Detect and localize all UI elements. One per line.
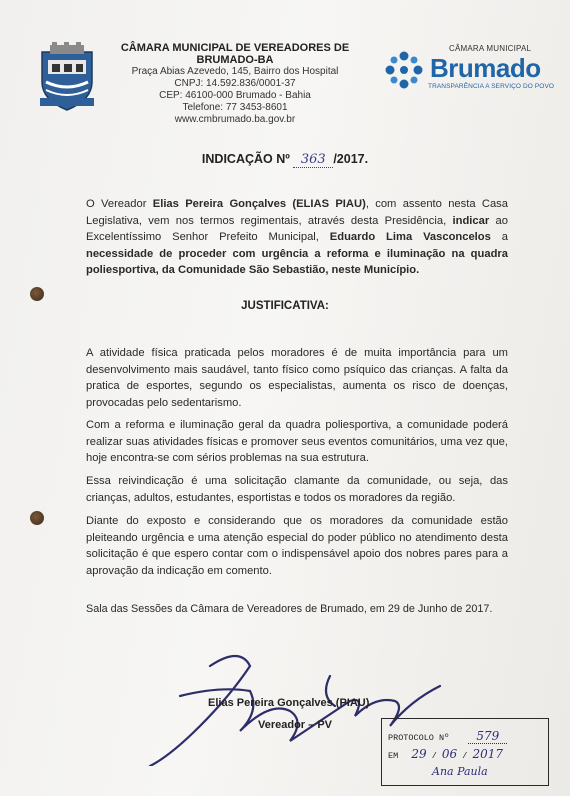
protocol-initials: Ana Paula [432,765,488,778]
intro-paragraph [86,196,508,279]
brand-dots-icon [384,50,424,90]
justification-paragraph-2: Com a reforma e iluminação geral da quadra poliesportiva, a comunidade poderá realizar suas atividades físicas e promover seus eventos comunitários, uma vez que, hoje encontra-se com sérios problemas na sua estrutura. [86,419,508,464]
protocol-month: 06 [441,747,458,761]
title-prefix: INDICAÇÃO Nº [201,152,290,166]
brand-logo [384,44,564,94]
brand-name: Brumado [430,53,541,83]
councilor-name: Elias Pereira Gonçalves (ELIAS PIAU) [152,198,366,210]
protocol-day: 29 [411,747,427,761]
protocol-em-label: EM [388,751,399,761]
org-cnpj: CNPJ: 14.592.836/0001-37 [174,78,296,89]
document-title [0,152,570,168]
intro-indicar: indicar [452,214,490,227]
protocol-label: PROTOCOLO Nº [388,733,450,743]
indication-number: 363 [293,152,333,168]
coat-of-arms-icon [36,42,98,112]
intro-text-2: , com assento nesta Casa Legislativa, vem nos termos regimentais, através desta Presidência, [86,198,508,227]
mayor-name: Eduardo Lima Vasconcelos [329,231,491,243]
protocol-number: 579 [468,729,507,744]
title-suffix: /2017. [333,152,369,166]
brand-top-label: CÂMARA MUNICIPAL [449,44,532,53]
binder-hole-top [30,287,44,301]
protocol-year: 2017 [472,747,504,761]
org-cep: CEP: 46100-000 Brumado - Bahia [159,90,311,101]
intro-text-3: ao Excelentíssimo Senhor Prefeito Municipal, [86,214,508,243]
org-address: Praça Abias Azevedo, 145, Bairro dos Hospital [131,66,339,77]
justification-paragraph-3: Essa reivindicação é uma solicitação clamante da comunidade, ou seja, das crianças, adultos, estudantes, esportistas e todos os moradores da região. [86,475,508,504]
justification-paragraph-4: Diante do exposto e considerando que os moradores da comunidade estão pleiteando urgência e uma atenção especial do poder público no atendimento desta solicitação é que espero contar com o indispensável apoio dos nobres pares para a aprovação da indicação em comento. [86,515,508,577]
justification-paragraph-1: A atividade física praticada pelos moradores é de muita importância para um desenvolvimento mais saudável, tanto físico como psíquico das crianças. A falta da pratica de esportes, segundo os especialistas, aumenta os risco de doenças, provocadas pelo sedentarismo. [86,347,508,409]
org-website: www.cmbrumado.ba.gov.br [174,114,296,125]
signatory-name: Elias Pereira Gonçalves (PIAU) [208,697,370,709]
justificativa-heading: JUSTIFICATIVA: [241,300,329,312]
request-text: necessidade de proceder com urgência a reforma e iluminação na quadra poliesportiva, da Comunidade São Sebastião, neste Município. [86,247,508,276]
binder-hole-bottom [30,511,44,525]
letterhead [100,42,370,126]
org-name: CÂMARA MUNICIPAL DE VEREADORES DE BRUMADO-BA [120,42,350,66]
intro-text-1: O Vereador [86,198,153,210]
intro-text-4: a [490,231,508,243]
session-date-line: Sala das Sessões da Câmara de Vereadores de Brumado, em 29 de Junho de 2017. [86,603,493,615]
org-phone: Telefone: 77 3453-8601 [182,102,288,113]
signatory-role: Vereador – PV [258,719,332,731]
protocol-stamp: PROTOCOLO Nº 579 EM 29 / 06 / 2017 Ana Paula [381,718,549,786]
brand-tagline: TRANSPARÊNCIA A SERVIÇO DO POVO [428,83,555,90]
